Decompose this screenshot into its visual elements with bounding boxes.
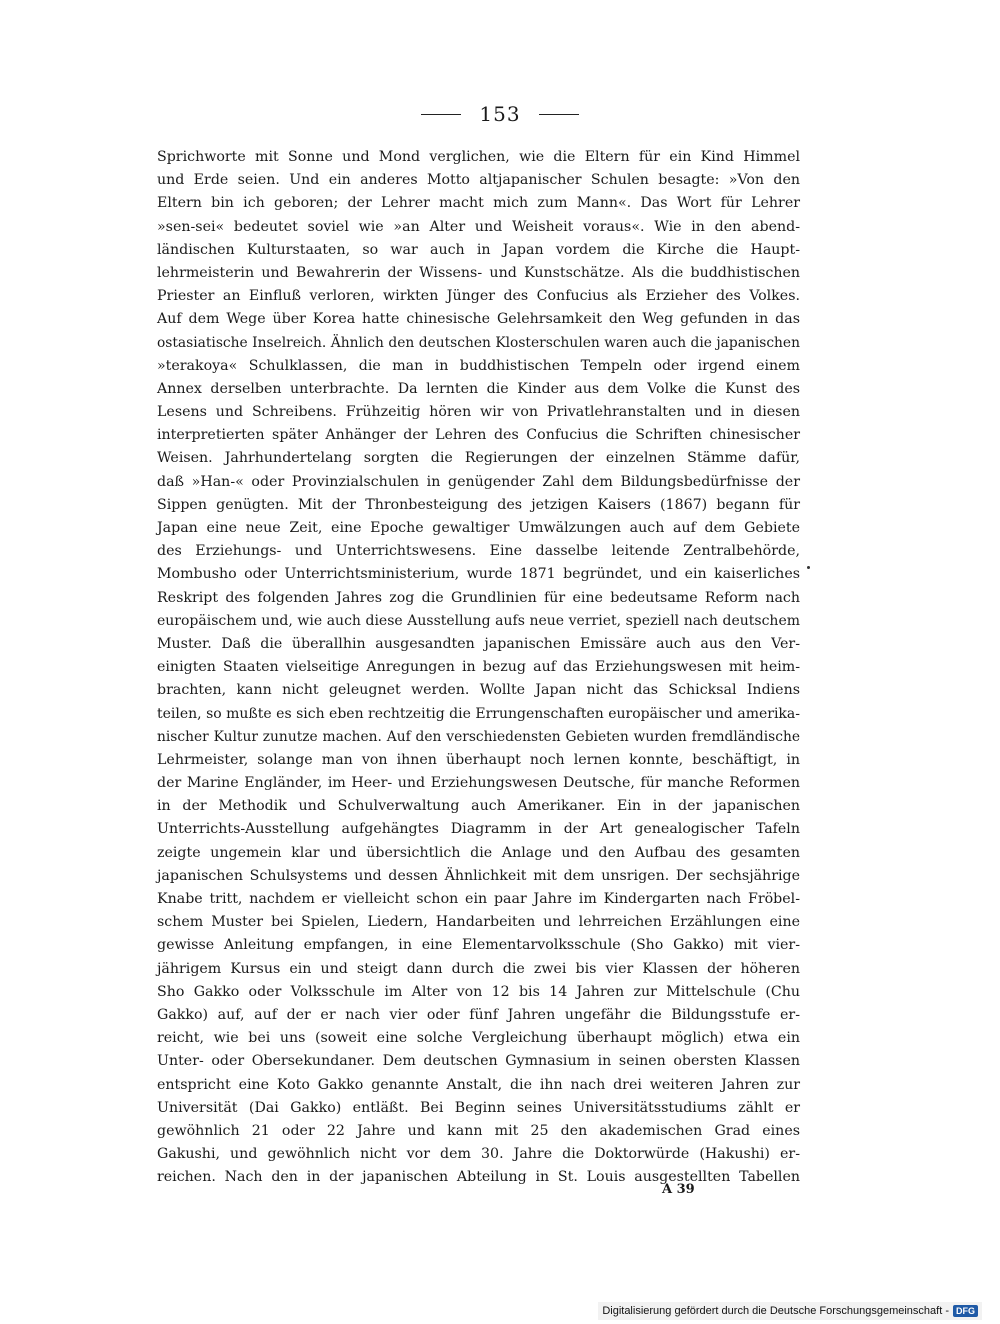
- text-line: reichen. Nach den in der japanischen Abteilung in St. Louis ausgestellten Tabellen: [157, 1169, 800, 1186]
- text-line: Annex derselben unterbrachte. Da lernten die Kinder aus dem Volke die Kunst des: [157, 380, 800, 397]
- text-line: Gakko) auf, auf der er nach vier oder fünf Jahren ungefähr die Bildungsstufe er-: [157, 1006, 800, 1023]
- text-line: des Erziehungs- und Unterrichtswesens. Eine dasselbe leitende Zentralbehörde,: [157, 543, 800, 560]
- dfg-logo-icon: DFG: [953, 1305, 978, 1317]
- text-line: Priester an Einfluß verloren, wirkten Jünger des Confucius als Erzieher des Volkes.: [157, 288, 800, 305]
- text-line: lehrmeisterin und Bewahrerin der Wissens- und Kunstschätze. Als die buddhistischen: [157, 264, 800, 281]
- header-rule-right: [539, 114, 579, 115]
- text-line: Knabe tritt, nachdem er vielleicht schon ein paar Jahre im Kindergarten nach Fröbel-: [157, 891, 800, 907]
- text-line: ostasiatische Inselreich. Ähnlich den deutschen Klosterschulen waren auch die japanischen: [157, 334, 800, 351]
- text-line: europäischem und, wie auch diese Ausstellung aufs neue verriet, speziell nach deutschem: [157, 612, 800, 629]
- text-line: interpretierten später Anhänger der Lehren des Confucius die Schriften chinesischer: [157, 427, 800, 444]
- text-line: Sho Gakko oder Volksschule im Alter von 12 bis 14 Jahren zur Mittelschule (Chu: [157, 983, 800, 1000]
- text-line: Reskript des folgenden Jahres zog die Grundlinien für eine bedeutsame Reform nach: [157, 589, 800, 606]
- text-line: ländischen Kulturstaaten, so war auch in Japan vordem die Kirche die Haupt-: [157, 241, 800, 258]
- text-line: nischer Kultur zunutze machen. Auf den verschiedensten Gebieten wurden fremdländische: [157, 728, 800, 745]
- text-line: Lehrmeister, solange man von ihnen überhaupt noch lernen konnte, beschäftigt, in: [157, 751, 800, 768]
- text-line: »terakoya« Schulklassen, die man in buddhistischen Tempeln oder irgend einem: [157, 357, 800, 374]
- body-text: [157, 146, 800, 1189]
- page-header: [0, 100, 1000, 128]
- text-line: daß »Han-« oder Provinzialschulen in genügender Zahl dem Bildungsbedürfnisse der: [157, 473, 800, 490]
- page-number: 153: [479, 102, 521, 126]
- digitization-credit: [598, 1302, 982, 1320]
- text-line: »sen-sei« bedeutet soviel wie »an Alter und Weisheit voraus«. Wie in den abend-: [157, 218, 800, 235]
- text-line: der Marine Engländer, im Heer- und Erziehungswesen Deutsche, für manche Reformen: [157, 775, 800, 792]
- credit-text: Digitalisierung gefördert durch die Deutsche Forschungsgemeinschaft -: [602, 1305, 949, 1317]
- text-line: jährigem Kursus ein und steigt dann durch die zwei bis vier Klassen der höheren: [157, 960, 800, 977]
- text-line: Unter- oder Obersekundaner. Dem deutschen Gymnasium in seinen obersten Klassen: [157, 1053, 800, 1070]
- text-line: brachten, kann nicht geleugnet werden. Wollte Japan nicht das Schicksal Indiens: [157, 682, 800, 699]
- text-line: Lesens und Schreibens. Frühzeitig hören wir von Privatlehranstalten und in diesen: [157, 404, 800, 421]
- text-line: Muster. Daß die überallhin ausgesandten japanischen Emissäre auch aus den Ver-: [157, 635, 800, 652]
- text-line: und Erde seien. Und ein anderes Motto altjapanischer Schulen besagte: »Von den: [157, 172, 800, 189]
- text-line: gewöhnlich 21 oder 22 Jahre und kann mit 25 den akademischen Grad eines: [157, 1122, 800, 1139]
- text-line: in der Methodik und Schulverwaltung auch Amerikaner. Ein in der japanischen: [157, 798, 800, 815]
- text-line: Japan eine neue Zeit, eine Epoche gewaltiger Umwälzungen auch auf dem Gebiete: [157, 520, 800, 536]
- signature-mark: A 39: [662, 1182, 695, 1197]
- text-line: reicht, wie bei uns (soweit eine solche Vergleichung überhaupt möglich) etwa ein: [157, 1030, 800, 1047]
- text-line: teilen, so mußte es sich eben rechtzeitig die Errungenschaften europäischer und amerika-: [157, 705, 800, 722]
- text-line: zeigte ungemein klar und übersichtlich die Anlage und den Aufbau des gesamten: [157, 844, 800, 861]
- header-rule-left: [421, 114, 461, 115]
- text-line: Sippen genügten. Mit der Thronbesteigung des jetzigen Kaisers (1867) begann für: [157, 496, 800, 513]
- text-line: Gakushi, und gewöhnlich nicht vor dem 30. Jahre die Doktorwürde (Hakushi) er-: [157, 1146, 800, 1163]
- text-line: Universität (Dai Gakko) entläßt. Bei Beginn seines Universitätsstudiums zählt er: [157, 1099, 800, 1116]
- text-line: Auf dem Wege über Korea hatte chinesische Gelehrsamkeit den Weg gefunden in das: [157, 311, 800, 328]
- text-line: Weisen. Jahrhundertelang sorgten die Regierungen der einzelnen Stämme dafür,: [157, 450, 800, 467]
- text-line: japanischen Schulsystems und dessen Ähnlichkeit mit dem unsrigen. Der sechsjährige: [157, 867, 800, 884]
- text-line: Mombusho oder Unterrichtsministerium, wurde 1871 begründet, und ein kaiserliches: [157, 566, 800, 583]
- text-line: Unterrichts-Ausstellung aufgehängtes Diagramm in der Art genealogischer Tafeln: [157, 821, 800, 838]
- text-line: Sprichworte mit Sonne und Mond verglichen, wie die Eltern für ein Kind Himmel: [157, 149, 800, 165]
- text-line: entspricht eine Koto Gakko genannte Anstalt, die ihn nach drei weiteren Jahren zur: [157, 1076, 800, 1093]
- text-line: schem Muster bei Spielen, Liedern, Handarbeiten und lehrreichen Erzählungen eine: [157, 914, 800, 931]
- text-line: gewisse Anleitung empfangen, in eine Elementarvolksschule (Sho Gakko) mit vier-: [157, 937, 800, 954]
- text-line: Eltern bin ich geboren; der Lehrer macht mich zum Mann«. Das Wort für Lehrer: [157, 195, 800, 212]
- margin-speck: [807, 566, 810, 569]
- text-line: einigten Staaten vielseitige Anregungen in bezug auf das Erziehungswesen mit heim-: [157, 659, 800, 676]
